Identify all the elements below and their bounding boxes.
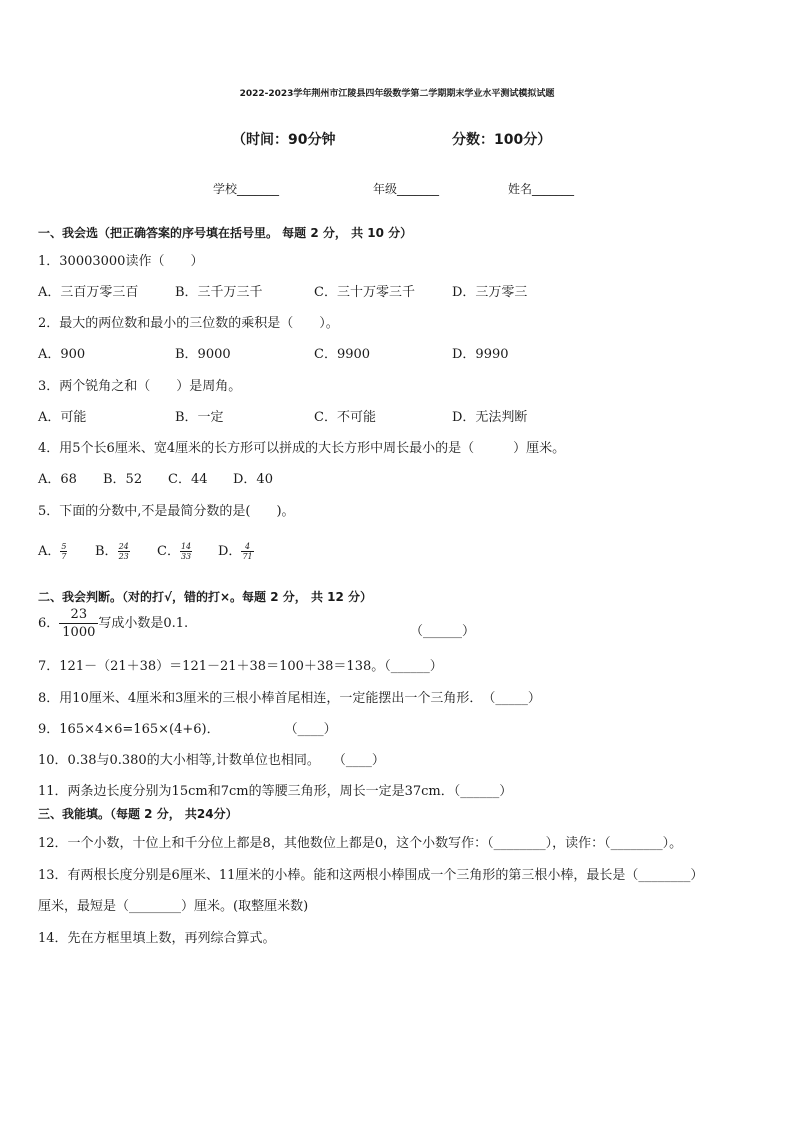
q5-option-c-fraction — [180, 542, 192, 561]
section-2-heading: 二、我会判断。（对的打√，错的打×。每题 2 分， 共 12 分） — [38, 590, 372, 604]
q6-text: 写成小数是0.1. — [98, 616, 189, 631]
question-14: 14．先在方框里填上数，再列综合算式。 — [38, 931, 276, 946]
q3-option-d: D．无法判断 — [452, 410, 528, 425]
q2-option-c: C．9900 — [314, 347, 371, 362]
q3-option-a: A．可能 — [38, 410, 87, 425]
question-6 — [38, 606, 188, 641]
school-field: 学校_______ — [213, 182, 280, 196]
q1-option-b: B．三千万三千 — [175, 285, 263, 300]
q6-number: 6． — [38, 616, 60, 631]
question-13-line-2: 厘米，最短是（________）厘米。(取整厘米数) — [38, 899, 309, 914]
q5-option-b-label: B． — [95, 544, 118, 559]
q5-option-a-numerator: 5 — [61, 542, 67, 551]
section-1-heading: 一、我会选（把正确答案的序号填在括号里。 每题 2 分， 共 10 分） — [38, 226, 413, 240]
question-13-line-1: 13．有两根长度分别是6厘米、11厘米的小棒。能和这两根小棒围成一个三角形的第三根小棒，最长是（________） — [38, 868, 704, 883]
q2-option-b: B．9000 — [175, 347, 231, 362]
q5-option-a-fraction — [60, 542, 67, 561]
q3-option-b: B．一定 — [175, 410, 224, 425]
q5-option-d-numerator: 4 — [241, 542, 253, 552]
question-8: 8．用10厘米、4厘米和3厘米的三根小棒首尾相连，一定能摆出一个三角形． （_____） — [38, 691, 541, 706]
q5-option-c-denominator: 33 — [180, 552, 192, 561]
q5-option-d-label: D． — [218, 544, 242, 559]
question-7: 7．121－（21＋38）＝121－21＋38＝100＋38＝138。（______） — [38, 659, 443, 674]
question-12: 12．一个小数，十位上和千分位上都是8，其他数位上都是0，这个小数写作：（________），读作：（________）。 — [38, 836, 683, 851]
q4-option-b: B．52 — [103, 472, 143, 487]
section-3-heading: 三、我能填。（每题 2 分， 共24分） — [38, 807, 238, 821]
q5-option-d — [218, 540, 254, 561]
q5-option-c-label: C． — [157, 544, 180, 559]
q2-option-a: A．900 — [38, 347, 86, 362]
question-10: 10．0.38与0.380的大小相等,计数单位也相同。 （____） — [38, 753, 385, 768]
q4-option-c: C．44 — [168, 472, 208, 487]
question-3: 3．两个锐角之和（ ）是周角。 — [38, 379, 242, 394]
q5-option-c-numerator: 14 — [180, 542, 192, 551]
q5-option-b-numerator: 24 — [118, 542, 129, 551]
q6-denominator: 1000 — [62, 625, 96, 640]
q6-numerator: 23 — [59, 606, 98, 624]
q6-answer-blank: （______） — [410, 624, 476, 639]
q4-option-d: D．40 — [233, 472, 273, 487]
q1-option-a: A．三百万零三百 — [38, 285, 139, 300]
q5-option-a-label: A． — [38, 544, 61, 559]
q6-fraction — [59, 606, 98, 641]
exam-time: （时间：90分钟 — [232, 132, 336, 148]
q5-option-a-denominator: 7 — [61, 552, 67, 561]
q5-option-d-denominator: 71 — [242, 552, 253, 561]
name-field: 姓名_______ — [508, 182, 575, 196]
q5-option-b — [95, 540, 130, 561]
question-5: 5．下面的分数中,不是最简分数的是( )。 — [38, 504, 295, 519]
q5-option-d-fraction — [241, 542, 253, 561]
q5-option-b-fraction — [118, 542, 130, 561]
q3-option-c: C．不可能 — [314, 410, 376, 425]
q5-option-c — [157, 540, 192, 561]
q1-option-d: D．三万零三 — [452, 285, 528, 300]
question-9: 9．165×4×6=165×(4+6)． （____） — [38, 722, 337, 737]
question-2: 2．最大的两位数和最小的三位数的乘积是（ ）。 — [38, 316, 339, 331]
q2-option-d: D．9990 — [452, 347, 509, 362]
question-1: 1．30003000读作（ ） — [38, 254, 204, 269]
q5-option-a — [38, 540, 67, 561]
q4-option-a: A．68 — [38, 472, 77, 487]
exam-score: 分数：100分） — [452, 132, 552, 148]
question-11: 11．两条边长度分别为15cm和7cm的等腰三角形，周长一定是37cm．（______） — [38, 784, 513, 799]
q1-option-c: C．三十万零三千 — [314, 285, 415, 300]
q5-option-b-denominator: 23 — [118, 552, 129, 561]
grade-field: 年级_______ — [373, 182, 440, 196]
question-4: 4．用5个长6厘米、宽4厘米的长方形可以拼成的大长方形中周长最小的是（ ）厘米。 — [38, 441, 566, 456]
page-title: 2022-2023学年荆州市江陵县四年级数学第二学期期末学业水平测试模拟试题 — [239, 89, 555, 99]
